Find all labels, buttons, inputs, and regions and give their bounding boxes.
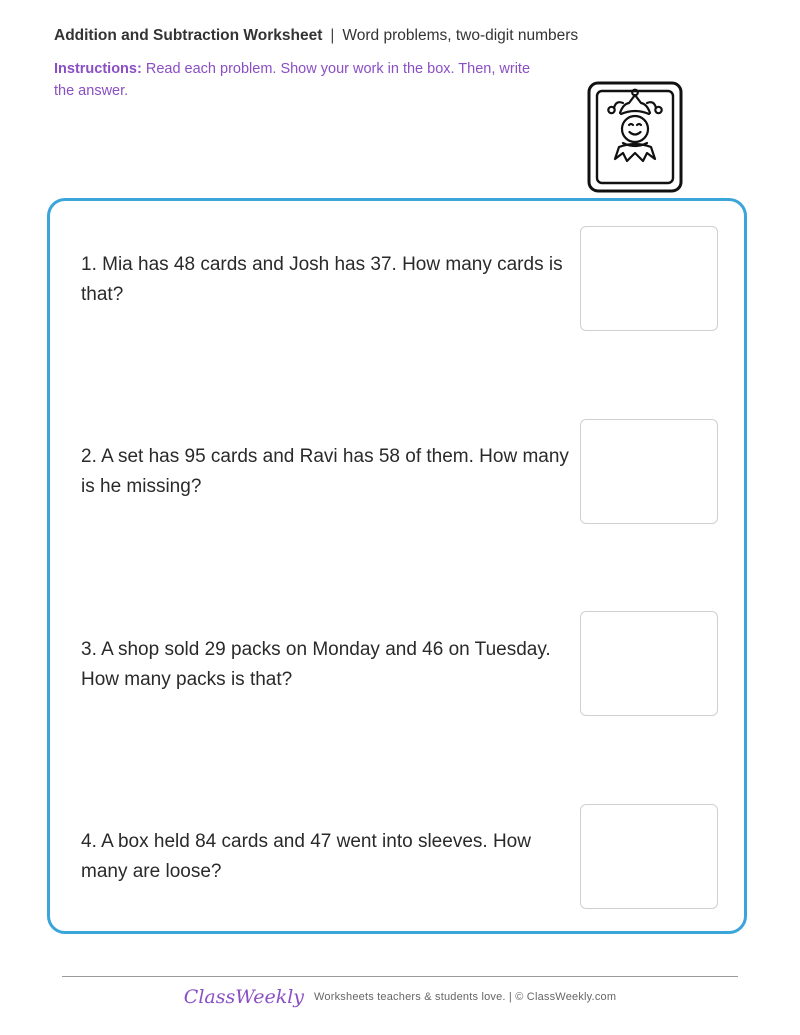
footer-tagline: Worksheets teachers & students love. | © ClassWeekly.com	[314, 991, 617, 1003]
answer-box-2[interactable]	[580, 419, 718, 524]
instructions-lead: Instructions:	[54, 61, 142, 77]
worksheet-title: Addition and Subtraction Worksheet	[54, 27, 323, 44]
answer-box-3[interactable]	[580, 611, 718, 716]
instructions	[54, 58, 544, 102]
instructions-text: Read each problem. Show your work in the box. Then, write the answer.	[54, 61, 531, 99]
problem-1: 1. Mia has 48 cards and Josh has 37. How many cards is that?	[81, 254, 563, 305]
worksheet-header	[54, 27, 578, 45]
answer-box-4[interactable]	[580, 804, 718, 909]
worksheet-subtitle: Word problems, two-digit numbers	[342, 27, 579, 44]
jester-card-icon	[587, 81, 683, 193]
problem-4: 4. A box held 84 cards and 47 went into sleeves. How many are loose?	[81, 831, 531, 882]
header-separator: |	[330, 27, 335, 44]
answer-box-1[interactable]	[580, 226, 718, 331]
problem-3: 3. A shop sold 29 packs on Monday and 46 on Tuesday. How many packs is that?	[81, 639, 551, 690]
brand-logo: ClassWeekly	[183, 986, 305, 1008]
problem-2: 2. A set has 95 cards and Ravi has 58 of them. How many is he missing?	[81, 446, 569, 497]
footer-divider	[62, 976, 738, 977]
footer	[0, 986, 800, 1008]
